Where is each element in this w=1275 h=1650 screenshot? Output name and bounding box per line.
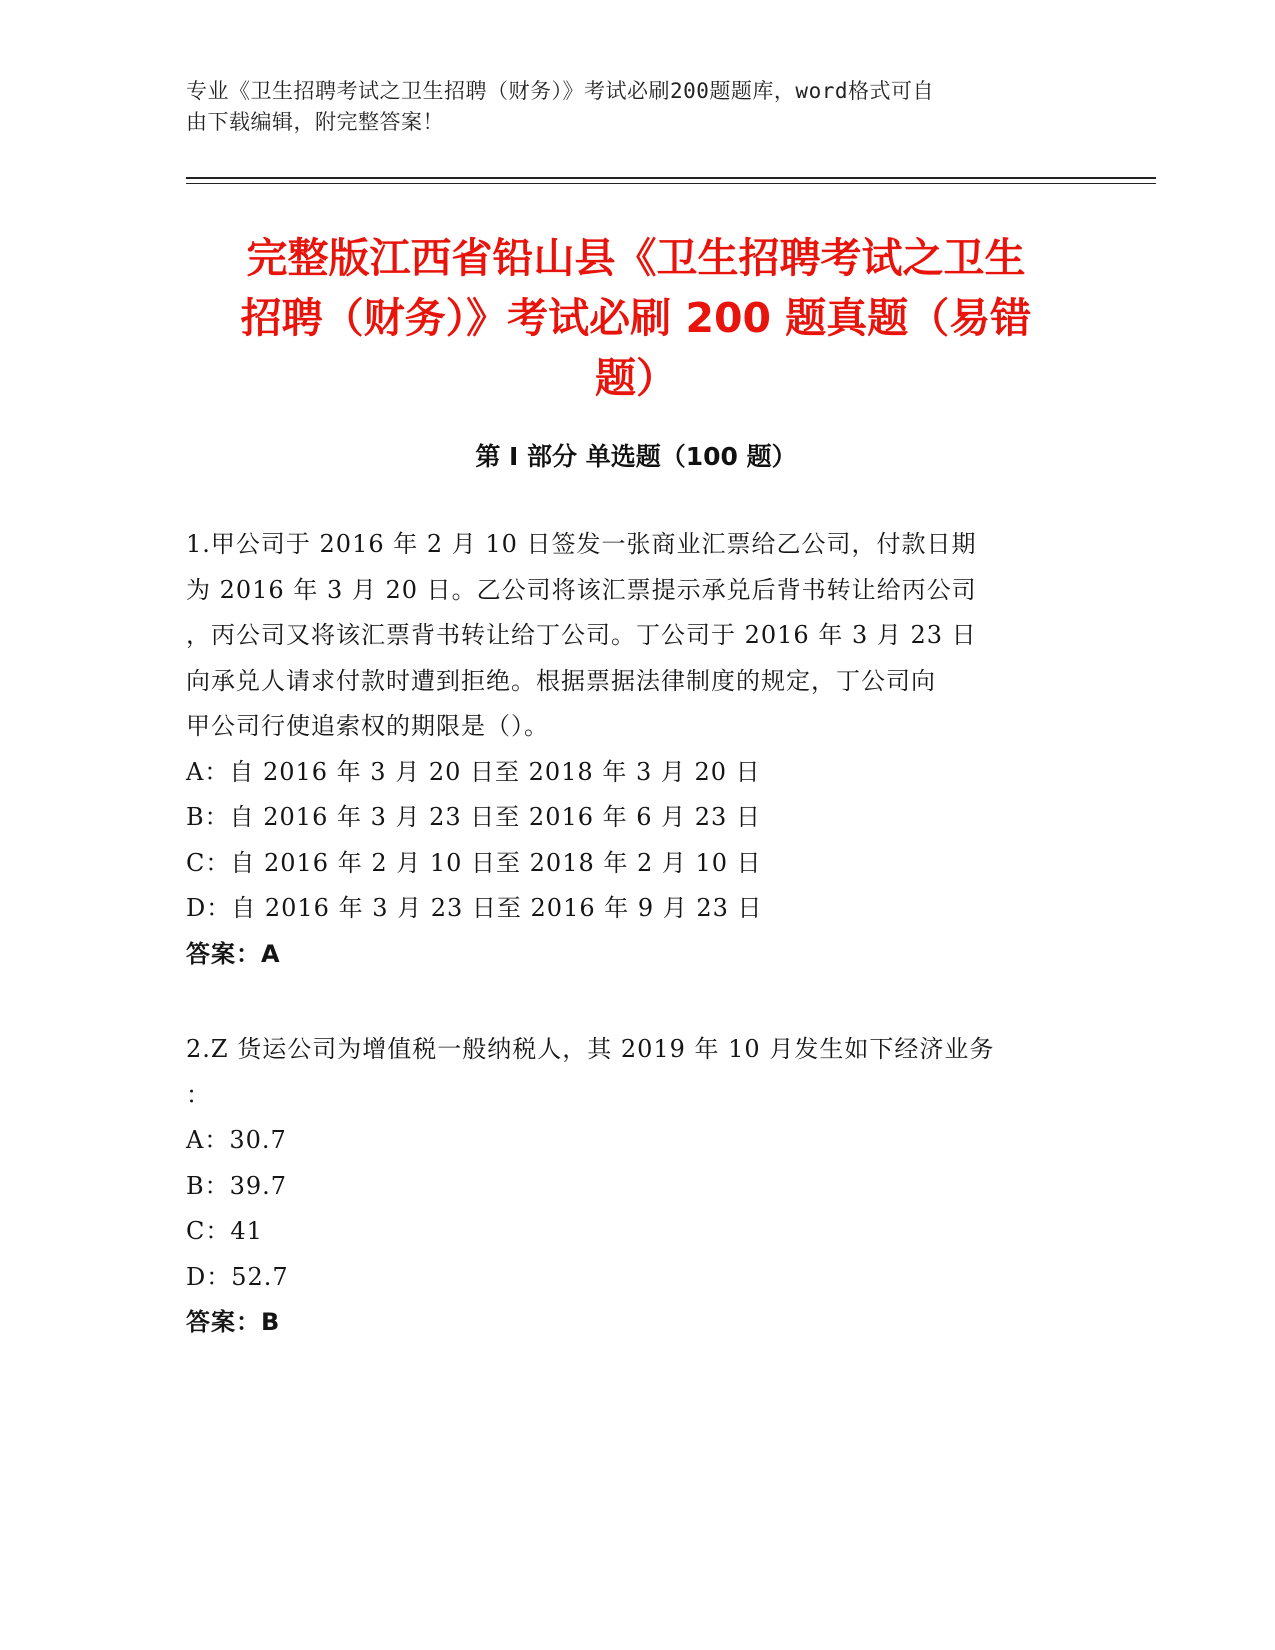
question-block	[186, 522, 1076, 977]
title-line: 完整版江西省铅山县《卫生招聘考试之卫生	[246, 234, 1026, 282]
option-a: A：30.7	[186, 1126, 287, 1154]
question-stem-line: 1.甲公司于 2016 年 2 月 10 日签发一张商业汇票给乙公司，付款日期	[186, 530, 977, 558]
answer-label: 答案：A	[186, 939, 281, 968]
option-b: B：自 2016 年 3 月 23 日至 2016 年 6 月 23 日	[186, 803, 761, 831]
question-stem-line: ，丙公司又将该汇票背书转让给丁公司。丁公司于 2016 年 3 月 23 日	[186, 621, 977, 649]
question-stem-line: 向承兑人请求付款时遭到拒绝。根据票据法律制度的规定，丁公司向	[186, 666, 936, 695]
option-a: A：自 2016 年 3 月 20 日至 2018 年 3 月 20 日	[186, 757, 761, 786]
intro-line: 专业《卫生招聘考试之卫生招聘（财务）》考试必刷200题题库，word格式可自	[186, 79, 934, 103]
question-stem-line: 为 2016 年 3 月 20 日。乙公司将该汇票提示承兑后背书转让给丙公司	[186, 575, 977, 604]
document-title	[186, 228, 1086, 408]
answer-label: 答案：B	[186, 1308, 281, 1336]
header-divider-thin	[186, 183, 1156, 184]
question-stem-line: 2.Z 货运公司为增值税一般纳税人，其 2019 年 10 月发生如下经济业务	[186, 1035, 995, 1063]
question-stem-line: 甲公司行使追索权的期限是（）。	[186, 712, 549, 740]
option-d: D：52.7	[186, 1262, 289, 1291]
title-line: 题）	[595, 354, 677, 402]
title-line: 招聘（财务）》考试必刷 200 题真题（易错	[240, 294, 1032, 342]
option-d: D：自 2016 年 3 月 23 日至 2016 年 9 月 23 日	[186, 894, 763, 922]
section-heading: 第 I 部分 单选题（100 题）	[475, 442, 797, 471]
question-block	[186, 1027, 1076, 1346]
option-b: B：39.7	[186, 1171, 288, 1200]
question-stem-line: ：	[186, 1080, 211, 1109]
option-c: C：41	[186, 1217, 263, 1245]
option-c: C：自 2016 年 2 月 10 日至 2018 年 2 月 10 日	[186, 848, 762, 877]
intro-line: 由下载编辑，附完整答案！	[186, 110, 444, 134]
header-divider-thick	[186, 177, 1156, 179]
intro-text	[186, 76, 1066, 138]
